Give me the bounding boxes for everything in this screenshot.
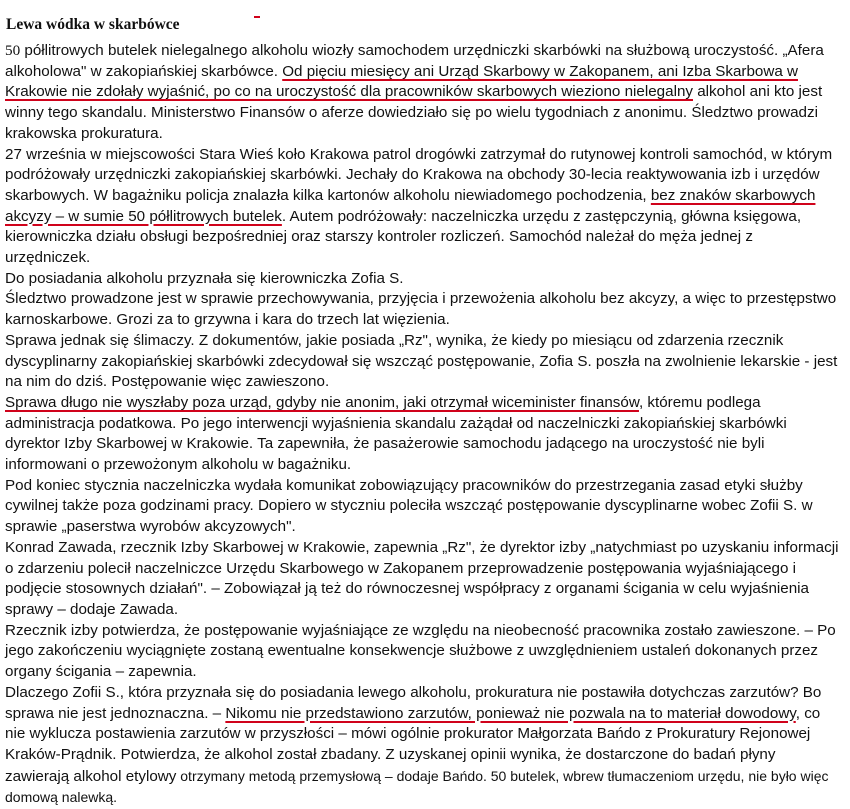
paragraph-1-highlight: Od pięciu miesięcy ani Urząd Skarbowy w Zakopanem, ani Izba Skarbowa w Krakowie nie zdołały wyjaśnić, po co na uroczystość dla pracowników skarbowych wieziono nielegalny <box>5 62 798 101</box>
paragraph-3: Do posiadania alkoholu przyznała się kierowniczka Zofia S. <box>5 269 404 287</box>
paragraph-2-highlight: bez znaków skarbowych akcyzy – w sumie 50 półlitrowych butelek <box>5 186 816 225</box>
paragraph-10-highlight: Nikomu nie przedstawiono zarzutów, ponieważ nie pozwala na to materiał dowodowy <box>225 704 796 722</box>
article-body <box>5 41 841 809</box>
paragraph-9: Rzecznik izby potwierdza, że postępowanie wyjaśniające ze względu na nieobecność pracownika zostało zawieszone. – Po jego zakończeniu wyciągnięte zostaną ewentualne konsekwencje służbowe z uwzględnieniem ustaleń dokonanych przez organy ścigania – zapewnia. <box>5 621 836 681</box>
paragraph-10-text-a: Dlaczego Zofii S., która przyznała się do posiadania lewego alkoholu, prokuratura nie postawiła dotychczas zarzutów? Bo sprawa nie jest jednoznaczna. – <box>5 683 822 722</box>
paragraph-10-text-b: , co nie wyklucza postawienia zarzutów w przyszłości – mówi ogólnie prokurator Małgorzata Bańdo z Prokuratury Rejonowej Kraków-Prądnik. Potwierdza, że alkohol został zbadany. Z uzyskanej opinii wynika, że dostarczone do badań płyny zawierają alkohol etylowy <box>5 704 821 785</box>
paragraph-6-highlight: Sprawa długo nie wyszłaby poza urząd, gdyby nie anonim, jaki otrzymał wiceminister finansów <box>5 393 639 411</box>
paragraph-1-number: 50 <box>5 42 21 59</box>
paragraph-2 <box>5 145 841 269</box>
paragraph-1-text-a: półlitrowych butelek nielegalnego alkoholu wiozły samochodem urzędniczki skarbówki na służbową uroczystość. „Afera alkoholowa" w zakopiańskiej skarbówce. <box>5 42 824 80</box>
paragraph-1 <box>5 41 841 145</box>
paragraph-2-text-a: 27 września w miejscowości Stara Wieś koło Krakowa patrol drogówki zatrzymał do rutynowej kontroli samochód, w którym podróżowały urzędniczki zakopiańskiej skarbówki. Jechały do Krakowa na obchody 30-lecia reaktywowania izb i urzędów skarbowych. W bagażniku policja znalazła kilka kartonów alkoholu niewiadomego pochodzenia, <box>5 145 833 204</box>
red-mark <box>254 16 260 18</box>
paragraph-1-text-b: alkohol ani kto jest winny tego skandalu. Ministerstwo Finansów o aferze dowiedziało się po wielu tygodniach z anonimu. Śledztwo prowadzi krakowska prokuratura. <box>5 83 823 142</box>
paragraph-8: Konrad Zawada, rzecznik Izby Skarbowej w Krakowie, zapewnia „Rz", że dyrektor izby „natychmiast po uzyskaniu informacji o zdarzeniu polecił naczelniczce Urzędu Skarbowego w Zakopanem przeprowadzenie postępowania wyjaśniającego i podjęcie stosownych działań". – Zobowiązał ją też do równoczesnej współpracy z organami ścigania w celu wyjaśnienia sprawy – dodaje Zawada. <box>5 538 839 618</box>
paragraph-6-text-b: , któremu podlega administracja podatkowa. Po jego interwencji wyjaśnienia skandalu zażądał od naczelniczki zakopiańskiej skarbówki dyrektor Izby Skarbowej w Krakowie. Ta zapewniła, że pasażerowie samochodu jadącego na uroczystość nie byli informowani o przewożonym alkoholu w bagażniku. <box>5 393 787 474</box>
paragraph-10 <box>5 683 841 809</box>
article-title: Lewa wódka w skarbówce <box>6 16 180 33</box>
paragraph-4: Śledztwo prowadzone jest w sprawie przechowywania, przyjęcia i przewożenia alkoholu bez akcyzy, a więc to przestępstwo karnoskarbowe. Grozi za to grzywna i kara do trzech lat więzienia. <box>5 290 837 329</box>
paragraph-5: Sprawa jednak się ślimaczy. Z dokumentów, jakie posiada „Rz", wynika, że kiedy po miesiącu od zdarzenia rzecznik dyscyplinarny zakopiańskiej skarbówki zdecydował się wszcząć postępowanie, Zofia S. poszła na zwolnienie lekarskie - jest na nim do dziś. Postępowanie więc zawieszono. <box>5 331 838 391</box>
paragraph-2-text-b: . Autem podróżowały: naczelniczka urzędu z zastępczynią, główna księgowa, kierowniczka działu obsługi bezpośredniej oraz starszy kontroler rozliczeń. Samochód należał do męża jednej z urzędniczek. <box>5 207 802 267</box>
paragraph-10-text-c: otrzymany metodą przemysłową – dodaje Bańdo. 50 butelek, wbrew tłumaczeniom urzędu, nie było więc domową nalewką. <box>5 767 829 806</box>
paragraph-7: Pod koniec stycznia naczelniczka wydała komunikat zobowiązujący pracowników do przestrzegania zasad etyki służby cywilnej także poza godzinami pracy. Dopiero w styczniu poleciła wszcząć postępowanie dyscyplinarne wobec Zofii S. w sprawie „paserstwa wyrobów akcyzowych". <box>5 476 813 536</box>
paragraph-6 <box>5 393 841 476</box>
